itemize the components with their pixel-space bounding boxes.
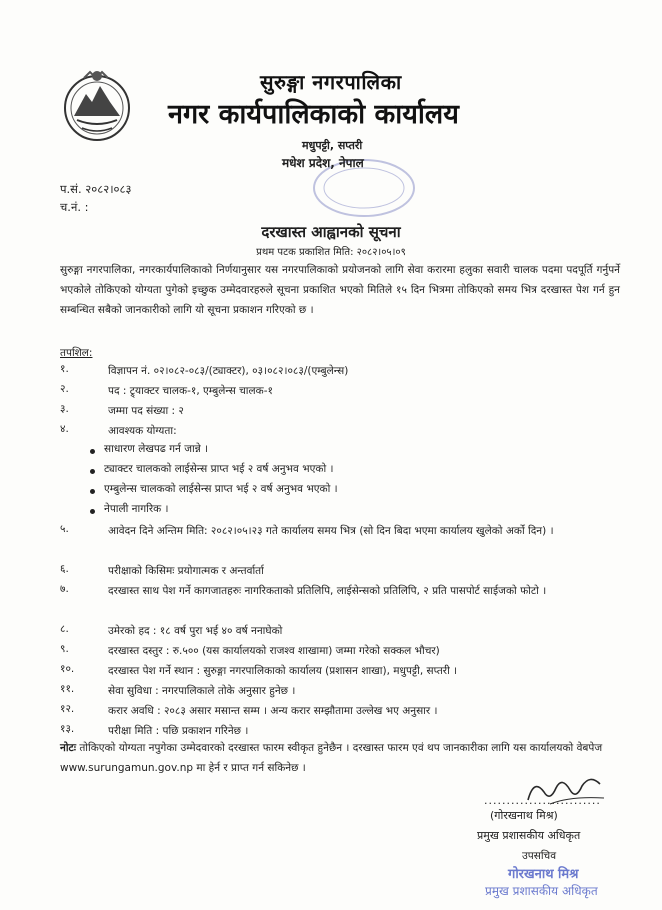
item-text: दरखास्त दस्तुर : रु.५०० (यस कार्यालयको राजश्व शाखामा) जम्मा गरेको सक्कल भौचर) (108, 645, 440, 657)
item-text: आवेदन दिने अन्तिम मिति: २०८२।०५।२३ गते कार्यालय समय भित्र (सो दिन बिदा भएमा कार्यालय खुलेको अर्को दिन) । (108, 525, 554, 537)
item-text: विज्ञापन नं. ०२।०८२-०८३/(ट्याक्टर), ०३।०८२।०८३/(एम्बुलेन्स) (108, 365, 349, 377)
item-text: सेवा सुविधा : नगरपालिकाले तोके अनुसार हुनेछ । (108, 685, 296, 697)
item-number: १. (60, 363, 69, 375)
item-number: ७. (60, 583, 69, 595)
office-name: नगर कार्यपालिकाको कार्यालय (168, 99, 459, 130)
signature-line: .......................... (484, 794, 601, 807)
dispatch-number: च.नं. : (60, 200, 89, 214)
item-text: आवश्यक योग्यता: (108, 425, 177, 437)
signatory-name: (गोरखनाथ मिश्र) (490, 809, 558, 822)
item-number: ४. (60, 423, 69, 435)
item-text: जम्मा पद संख्या : २ (108, 405, 184, 417)
item-text: परीक्षाको किसिमः प्रयोगात्मक र अन्तर्वार्ता (108, 565, 264, 577)
bullet-icon (90, 469, 95, 474)
emblem-logo (62, 68, 132, 144)
intro-paragraph: सुरुङ्गा नगरपालिका, नगरकार्यपालिकाको निर्णयानुसार यस नगरपालिकाको प्रयोजनको लागि सेवा करारमा हलुका सवारी चालक पदमा पदपूर्ति गर्नुपर्ने भएकोले तोकिएको योग्यता पुगेको इच्छुक उम्मेदवारहरुले सूचना प्रकाशित भएको मितिले १५ दिन भित्रमा तोकिएको समय भित्र दरखास्त पेश गर्न हुन सम्बन्धित सबैको जानकारीको लागि यो सूचना प्रकाशन गरिएको छ । (60, 264, 620, 316)
item-number: ३. (60, 403, 69, 415)
item-number: ८. (60, 623, 69, 635)
item-text: परीक्षा मिति : पछि प्रकाशन गरिनेछ । (108, 725, 249, 737)
qualification-text: नेपाली नागरिक । (104, 503, 169, 515)
item-number: १०. (60, 663, 75, 675)
published-date: प्रथम पटक प्रकाशित मिति: २०८२।०५।०९ (256, 247, 406, 258)
notice-title: दरखास्त आह्वानको सूचना (261, 223, 401, 241)
bullet-icon (90, 449, 95, 454)
item-number: ६. (60, 563, 69, 575)
signatory-post: प्रमुख प्रशासकीय अधिकृत (477, 829, 581, 842)
item-number: २. (60, 383, 69, 395)
stamp-post: प्रमुख प्रशासकीय अधिकृत (485, 884, 598, 898)
item-text: पद : ट्र्याक्टर चालक-१, एम्बुलेन्स चालक-१ (108, 385, 273, 397)
note-text: तोकिएको योग्यता नपुगेका उम्मेदवारको दरखास्त फारम स्वीकृत हुनेछैन । दरखास्त फारम एवं थप जानकारीका लागि यस कार्यालयको वेबपेज www.surungamun.gov.np मा हेर्न र प्राप्त गर्न सकिनेछ । (60, 742, 603, 774)
reference-number: प.सं. २०८२।०८३ (60, 182, 132, 196)
qualification-text: ट्याक्टर चालकको लाईसेन्स प्राप्त भई २ वर्ष अनुभव भएको । (104, 463, 334, 475)
item-number: १३. (60, 723, 75, 735)
bullet-icon (90, 489, 95, 494)
details-heading: तपशिल: (60, 347, 93, 359)
item-number: ५. (60, 523, 69, 535)
item-text: करार अवधि : २०८३ असार मसान्त सम्म । अन्य करार सम्झौतामा उल्लेख भए अनुसार । (108, 705, 438, 717)
item-text: दरखास्त साथ पेश गर्ने कागजातहरुः नागरिकताको प्रतिलिपि, लाईसेन्सको प्रतिलिपि, २ प्रति पासपोर्ट साईजको फोटो । (108, 585, 547, 597)
item-text: दरखास्त पेश गर्ने स्थान : सुरुङ्गा नगरपालिकाको कार्यालय (प्रशासन शाखा), मधुपट्टी, सप्तरी । (108, 665, 458, 677)
address-line-1: मधुपट्टी, सप्तरी (302, 139, 363, 152)
item-number: ९. (60, 643, 69, 655)
org-name: सुरुङ्गा नगरपालिका (260, 70, 402, 94)
address-line-2: मधेश प्रदेश, नेपाल (282, 156, 364, 170)
note-label: नोटः (60, 742, 76, 754)
signatory-rank: उपसचिव (522, 850, 557, 862)
bullet-icon (90, 509, 95, 514)
qualification-text: साधारण लेखपढ गर्न जान्ने । (104, 443, 209, 455)
item-number: ११. (60, 683, 75, 695)
qualification-text: एम्बुलेन्स चालकको लाईसेन्स प्राप्त भई २ वर्ष अनुभव भएको । (104, 483, 338, 495)
item-number: १२. (60, 703, 75, 715)
stamp-name: गोरखनाथ मिश्र (508, 867, 579, 882)
item-text: उमेरको हद : १८ वर्ष पुरा भई ४० वर्ष ननाघेको (108, 625, 283, 637)
